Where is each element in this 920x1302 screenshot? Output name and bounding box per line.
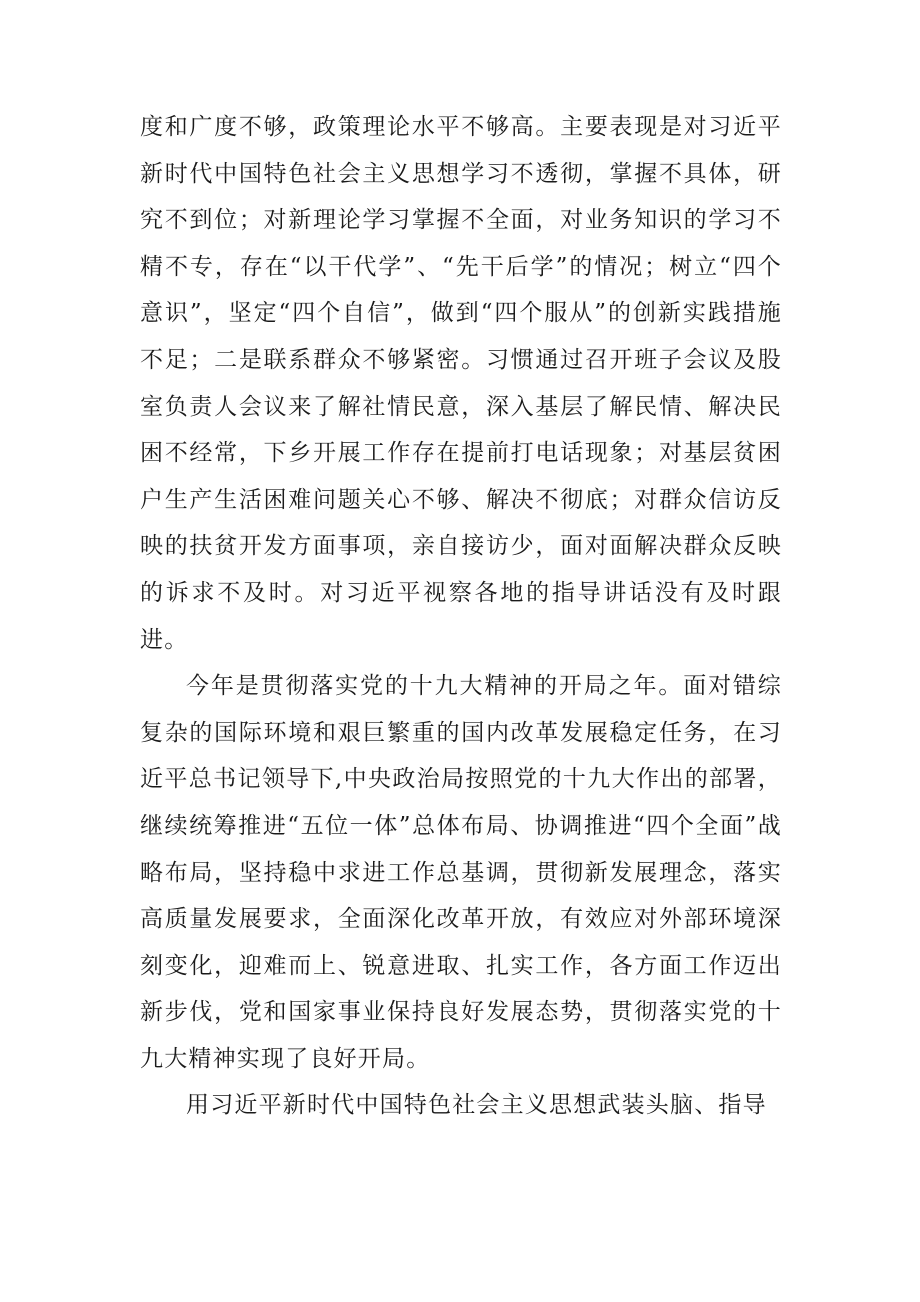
paragraph-2: 今年是贯彻落实党的十九大精神的开局之年。面对错综复杂的国际环境和艰巨繁重的国内改革发展稳定任务，在习近平总书记领导下,中央政治局按照党的十九大作出的部署，继续统筹推进“五位一体”总体布局、协调推进“四个全面”战略布局，坚持稳中求进工作总基调，贯彻新发展理念，落实高质量发展要求，全面深化改革开放，有效应对外部环境深刻变化，迎难而上、锐意进取、扎实工作，各方面工作迈出新步伐，党和国家事业保持良好发展态势，贯彻落实党的十九大精神实现了良好开局。 <box>140 673 782 1072</box>
document-body <box>140 104 782 1129</box>
paragraph-1: 度和广度不够，政策理论水平不够高。主要表现是对习近平新时代中国特色社会主义思想学习不透彻，掌握不具体，研究不到位；对新理论学习掌握不全面，对业务知识的学习不精不专，存在“以干代学”、“先干后学”的情况；树立“四个意识”，坚定“四个自信”，做到“四个服从”的创新实践措施不足；二是联系群众不够紧密。习惯通过召开班子会议及股室负责人会议来了解社情民意，深入基层了解民情、解决民困不经常，下乡开展工作存在提前打电话现象；对基层贫困户生产生活困难问题关心不够、解决不彻底；对群众信访反映的扶贫开发方面事项，亲自接访少，面对面解决群众反映的诉求不及时。对习近平视察各地的指导讲话没有及时跟进。 <box>140 114 782 653</box>
paragraph-3: 用习近平新时代中国特色社会主义思想武装头脑、指导 <box>186 1092 767 1119</box>
